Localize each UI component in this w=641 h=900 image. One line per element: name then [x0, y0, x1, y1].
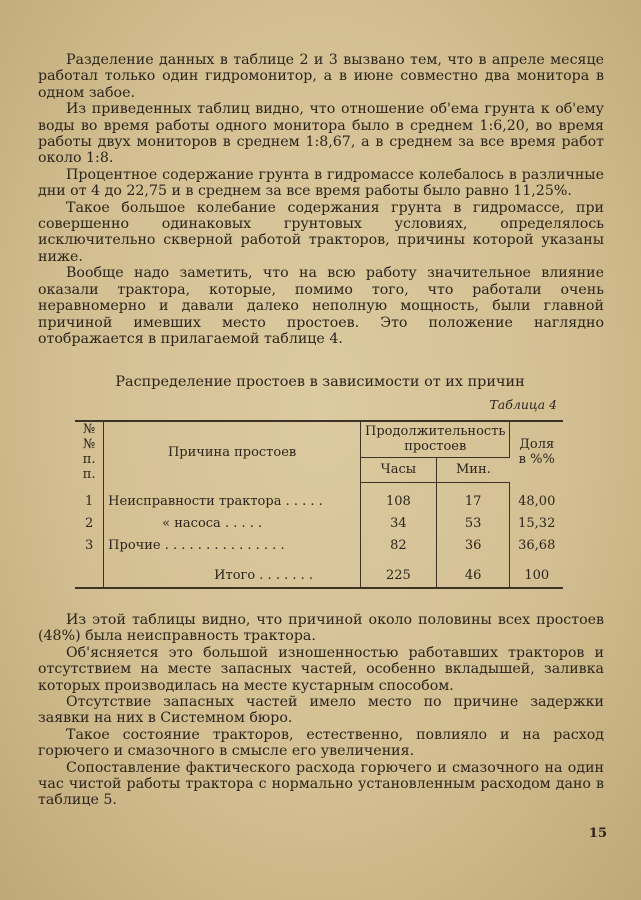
- table-row: [75, 482, 563, 513]
- header-share: Доля в %%: [510, 421, 563, 482]
- row-minutes: 17: [436, 482, 510, 513]
- page-number: 15: [588, 826, 607, 841]
- body-text-top: [38, 52, 604, 347]
- header-minutes: Мин.: [436, 457, 510, 482]
- paragraph: Такое большое колебание содержания грунта в гидромассе, при совершенно одинаковых грунтовых условиях, определялось исключительно скверной работой тракторов, причины которой указаны ниже.: [38, 199, 604, 265]
- paragraph: Разделение данных в таблице 2 и 3 вызвано тем, что в апреле месяце работал только один гидромонитор, а в июне совместно два монитора в одном забое.: [38, 52, 604, 101]
- total-label: Итого . . . . . . .: [104, 557, 361, 588]
- table-total-row: [75, 557, 563, 588]
- row-hours: 82: [361, 535, 437, 557]
- paragraph: Такое состояние тракторов, естественно, повлияло и на расход горючего и смазочного в смысле его увеличения.: [38, 726, 604, 760]
- total-share: 100: [510, 557, 563, 588]
- total-hours: 225: [361, 557, 437, 588]
- paragraph: Отсутствие запасных частей имело место по причине задержки заявки на них в Системном бюро.: [38, 694, 604, 727]
- row-share: 48,00: [518, 493, 556, 509]
- row-num: 2: [75, 513, 104, 535]
- table-row: [75, 513, 563, 535]
- row-minutes: 53: [436, 513, 510, 535]
- header-num: №№ п. п.: [75, 421, 104, 482]
- header-duration: Продолжительность простоев: [361, 421, 510, 457]
- table-title: Распределение простоев в зависимости от их причин: [115, 374, 525, 390]
- row-share: 36,68: [518, 538, 556, 553]
- row-cause: Неисправности трактора . . . . .: [104, 482, 361, 513]
- header-hours: Часы: [361, 457, 437, 482]
- paragraph: Сопоставление фактического расхода горючего и смазочного на один час чистой работы трактора с нормально установленным расходом дано в таблице 5.: [38, 759, 604, 809]
- downtime-table: [75, 420, 563, 589]
- header-cause: Причина простоев: [104, 421, 361, 482]
- row-num: 3: [75, 535, 104, 557]
- table-label: Таблица 4: [489, 397, 557, 412]
- total-minutes: 46: [436, 557, 510, 588]
- total-num: [75, 557, 104, 588]
- body-text-bottom: [38, 612, 604, 809]
- paragraph: Процентное содержание грунта в гидромассе колебалось в различные дни от 4 до 22,75 и в среднем за все время работы было равно 11,25%.: [38, 166, 604, 200]
- row-num: 1: [75, 482, 104, 513]
- table-row: [75, 535, 563, 557]
- paragraph: Из этой таблицы видно, что причиной около половины всех простоев (48%) была неисправность трактора.: [38, 612, 604, 645]
- row-cause: Прочие . . . . . . . . . . . . . . .: [104, 535, 361, 557]
- row-hours: 34: [361, 513, 437, 535]
- row-cause: « насоса . . . . .: [104, 513, 361, 535]
- row-share: 15,32: [518, 516, 556, 531]
- paragraph: Из приведенных таблиц видно, что отношение об'ема грунта к об'ему воды во время работы одного монитора было в среднем 1:6,20, во время работы двух мониторов в среднем 1:8,67, а в среднем за все время работ около 1:8.: [38, 101, 604, 167]
- row-minutes: 36: [436, 535, 510, 557]
- row-hours: 108: [361, 482, 437, 513]
- paragraph: Об'ясняется это большой изношенностью работавших тракторов и отсутствием на месте запасных частей, особенно вкладышей, заливка которых производилась на месте кустарным способом.: [38, 644, 604, 694]
- paragraph: Вообще надо заметить, что на всю работу значительное влияние оказали трактора, которые, помимо того, что работали очень неравномерно и давали далеко неполную мощность, были главной причиной имевших место простоев. Это положение наглядно отображается в прилагаемой таблице 4.: [38, 265, 604, 347]
